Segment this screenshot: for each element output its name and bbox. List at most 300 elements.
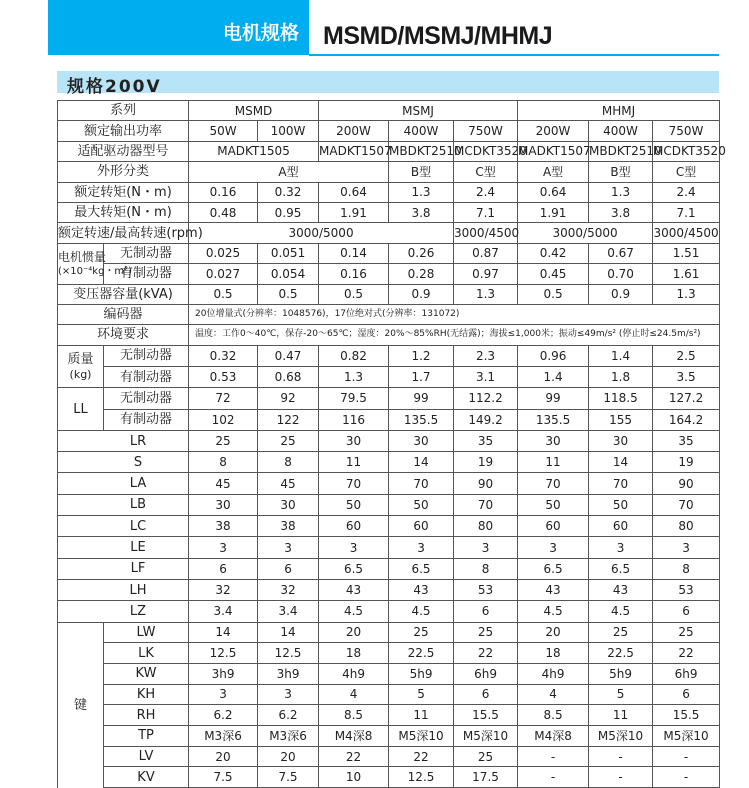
row-label: LE <box>58 537 189 558</box>
value-cell: 70 <box>589 473 653 494</box>
series-row <box>58 101 720 121</box>
value-cell: 3.4 <box>189 601 258 622</box>
value-cell: 0.16 <box>319 264 389 284</box>
row-label: 额定转矩(N・m) <box>58 182 189 202</box>
value-cell: 4h9 <box>518 663 589 684</box>
value-cell: 0.025 <box>189 243 258 263</box>
value-cell: 53 <box>653 579 720 600</box>
row-label: 编码器 <box>58 304 189 324</box>
sub-label: 无制动器 <box>104 388 189 409</box>
row-label: 环境要求 <box>58 325 189 345</box>
value-cell: 4.5 <box>389 601 454 622</box>
value-cell: 2.4 <box>653 182 720 202</box>
value-cell: 118.5 <box>589 388 653 409</box>
value-cell: 0.48 <box>189 202 258 222</box>
value-cell: 0.32 <box>258 182 319 202</box>
value-cell: 45 <box>189 473 258 494</box>
value-cell: 4 <box>319 684 389 705</box>
sub-label: 有制动器 <box>104 409 189 430</box>
value-cell: 200W <box>518 121 589 141</box>
value-cell: 0.67 <box>589 243 653 263</box>
sub-label: 有制动器 <box>104 264 189 284</box>
section-label: 电机规格 <box>222 22 299 44</box>
value-cell: M5深10 <box>389 725 454 746</box>
value-cell: 3 <box>653 537 720 558</box>
value-cell: 14 <box>189 622 258 643</box>
value-cell: 3 <box>189 684 258 705</box>
value-cell: 70 <box>518 473 589 494</box>
value-cell: 3h9 <box>189 663 258 684</box>
value-cell: 25 <box>454 746 518 767</box>
value-cell: 80 <box>653 516 720 537</box>
value-cell: 4h9 <box>319 663 389 684</box>
dimension-row <box>58 579 720 600</box>
value-cell: 135.5 <box>518 409 589 430</box>
value-cell: 750W <box>454 121 518 141</box>
value-cell: 0.9 <box>389 284 454 304</box>
value-cell: MADKT1507 <box>319 141 389 161</box>
value-cell: 43 <box>589 579 653 600</box>
inertia-row <box>58 264 720 284</box>
value-cell: 1.4 <box>589 345 653 366</box>
value-cell: - <box>653 746 720 767</box>
value-cell: 18 <box>518 643 589 664</box>
value-cell: - <box>518 767 589 788</box>
value-cell: 6.5 <box>518 558 589 579</box>
value-cell: 19 <box>653 452 720 473</box>
value-cell: 60 <box>389 516 454 537</box>
section-header-block <box>48 0 309 55</box>
mass-row <box>58 345 720 366</box>
value-cell: 11 <box>518 452 589 473</box>
key-row <box>58 684 720 705</box>
value-cell: 50 <box>518 494 589 515</box>
value-cell: 0.96 <box>518 345 589 366</box>
value-cell: MADKT1507 <box>518 141 589 161</box>
value-cell: A型 <box>189 162 389 182</box>
row-label <box>58 243 133 284</box>
value-cell: 3000/4500 <box>653 223 720 243</box>
value-cell: M5深10 <box>589 725 653 746</box>
value-cell: 4.5 <box>518 601 589 622</box>
series-header: MHMJ <box>518 101 720 121</box>
value-cell: 3 <box>454 537 518 558</box>
value-cell: 122 <box>258 409 319 430</box>
value-cell: 1.4 <box>518 366 589 387</box>
value-cell: 30 <box>589 430 653 451</box>
value-cell: 5h9 <box>589 663 653 684</box>
value-cell: 1.3 <box>589 182 653 202</box>
row-label: LH <box>58 579 189 600</box>
value-cell: 3.8 <box>389 202 454 222</box>
row-label: 外形分类 <box>58 162 189 182</box>
dimension-row <box>58 601 720 622</box>
value-cell: 43 <box>389 579 454 600</box>
value-cell: 38 <box>189 516 258 537</box>
row-label: S <box>58 452 189 473</box>
value-cell: 22.5 <box>589 643 653 664</box>
spec-table <box>57 100 726 788</box>
value-cell: 750W <box>653 121 720 141</box>
sub-label: KW <box>104 663 189 684</box>
mass-row <box>58 366 720 387</box>
value-cell: 3000/4500 <box>454 223 518 243</box>
value-cell: 8.5 <box>518 705 589 726</box>
value-cell: 100W <box>258 121 319 141</box>
row-label: 系列 <box>58 101 189 121</box>
environment-row <box>58 325 720 345</box>
value-cell: 127.2 <box>653 388 720 409</box>
value-cell: 155 <box>589 409 653 430</box>
value-cell: 3 <box>389 537 454 558</box>
value-cell: 3.1 <box>454 366 518 387</box>
value-cell: 8.5 <box>319 705 389 726</box>
value-cell: MBDKT2510 <box>589 141 653 161</box>
driver-row <box>58 141 720 161</box>
row-label: LR <box>58 430 189 451</box>
value-cell: 8 <box>653 558 720 579</box>
value-cell: 20 <box>518 622 589 643</box>
value-cell: 1.51 <box>653 243 720 263</box>
value-cell: 6.5 <box>389 558 454 579</box>
key-row <box>58 643 720 664</box>
value-cell: 0.53 <box>189 366 258 387</box>
value-cell: 400W <box>389 121 454 141</box>
value-cell: 7.5 <box>258 767 319 788</box>
value-cell: 25 <box>589 622 653 643</box>
value-cell: 4 <box>518 684 589 705</box>
value-cell: 0.42 <box>518 243 589 263</box>
value-cell: 200W <box>319 121 389 141</box>
value-cell: 0.5 <box>258 284 319 304</box>
value-cell: 22 <box>319 746 389 767</box>
value-cell: 0.87 <box>454 243 518 263</box>
value-cell: 1.2 <box>389 345 454 366</box>
key-row <box>58 663 720 684</box>
row-label: 适配驱动器型号 <box>58 141 189 161</box>
value-cell: 35 <box>653 430 720 451</box>
value-cell: 79.5 <box>319 388 389 409</box>
value-cell: 19 <box>454 452 518 473</box>
mass-label: 质量 <box>67 351 94 367</box>
dimension-row <box>58 558 720 579</box>
value-cell: 0.47 <box>258 345 319 366</box>
value-cell: 14 <box>258 622 319 643</box>
value-cell: 5 <box>589 684 653 705</box>
value-cell: 6h9 <box>454 663 518 684</box>
value-cell: 3.4 <box>258 601 319 622</box>
value-cell: 0.28 <box>389 264 454 284</box>
speed-row <box>58 223 720 243</box>
value-cell: M5深10 <box>454 725 518 746</box>
value-cell: 3 <box>258 537 319 558</box>
series-header: MSMD <box>189 101 319 121</box>
value-cell: MADKT1505 <box>189 141 319 161</box>
sub-label: KH <box>104 684 189 705</box>
value-cell: 1.91 <box>518 202 589 222</box>
value-cell: 25 <box>454 622 518 643</box>
value-cell: - <box>653 767 720 788</box>
value-cell: 2.5 <box>653 345 720 366</box>
value-cell: - <box>518 746 589 767</box>
value-cell: 72 <box>189 388 258 409</box>
value-cell: 14 <box>389 452 454 473</box>
dimension-row <box>58 430 720 451</box>
value-cell: 12.5 <box>189 643 258 664</box>
value-cell: 0.14 <box>319 243 389 263</box>
value-cell: 18 <box>319 643 389 664</box>
value-cell: 30 <box>319 430 389 451</box>
inertia-label: 电机惯量 <box>58 249 107 264</box>
header-divider <box>309 54 719 56</box>
value-cell: 30 <box>258 494 319 515</box>
ll-row <box>58 388 720 409</box>
value-cell: 38 <box>258 516 319 537</box>
power-row <box>58 121 720 141</box>
row-label <box>58 388 104 431</box>
shape-row <box>58 162 720 182</box>
value-cell: B型 <box>589 162 653 182</box>
dimension-row <box>58 537 720 558</box>
value-cell: 25 <box>189 430 258 451</box>
value-cell: M5深10 <box>653 725 720 746</box>
dimension-row <box>58 452 720 473</box>
subsection-bar <box>57 71 719 97</box>
value-cell: 8 <box>258 452 319 473</box>
value-cell: 90 <box>454 473 518 494</box>
value-cell: 0.68 <box>258 366 319 387</box>
value-cell: M3深6 <box>258 725 319 746</box>
encoder-value: 20位增量式(分辨率：1048576)，17位绝对式(分辨率：131072) <box>189 304 720 324</box>
value-cell: 0.45 <box>518 264 589 284</box>
value-cell: 6.5 <box>589 558 653 579</box>
value-cell: 20 <box>189 746 258 767</box>
value-cell: 6 <box>189 558 258 579</box>
value-cell: 43 <box>518 579 589 600</box>
value-cell: 60 <box>589 516 653 537</box>
value-cell: MCDKT3520 <box>653 141 720 161</box>
value-cell: 25 <box>389 622 454 643</box>
value-cell: 25 <box>653 622 720 643</box>
value-cell: 6 <box>653 601 720 622</box>
value-cell: 2.4 <box>454 182 518 202</box>
value-cell: 3000/5000 <box>518 223 653 243</box>
value-cell: 3.5 <box>653 366 720 387</box>
row-label <box>58 345 104 388</box>
value-cell: 6 <box>454 601 518 622</box>
value-cell: 3h9 <box>258 663 319 684</box>
value-cell: 135.5 <box>389 409 454 430</box>
row-label: LA <box>58 473 189 494</box>
value-cell: 6.2 <box>189 705 258 726</box>
ll-label: LL <box>73 401 88 417</box>
value-cell: 164.2 <box>653 409 720 430</box>
value-cell: 15.5 <box>653 705 720 726</box>
sub-label: LW <box>104 622 189 643</box>
series-header: MSMJ <box>319 101 518 121</box>
value-cell: 30 <box>389 430 454 451</box>
dimension-row <box>58 516 720 537</box>
sub-label: 无制动器 <box>104 345 189 366</box>
page-title: MSMD/MSMJ/MHMJ <box>323 22 553 50</box>
value-cell: 1.7 <box>389 366 454 387</box>
value-cell: 12.5 <box>389 767 454 788</box>
sub-label: RH <box>104 705 189 726</box>
value-cell: 0.5 <box>319 284 389 304</box>
value-cell: 22.5 <box>389 643 454 664</box>
sub-label: LV <box>104 746 189 767</box>
value-cell: 50 <box>389 494 454 515</box>
value-cell: 116 <box>319 409 389 430</box>
value-cell: 50 <box>589 494 653 515</box>
value-cell: 90 <box>653 473 720 494</box>
inertia-row <box>58 243 720 263</box>
value-cell: 0.82 <box>319 345 389 366</box>
row-label: LC <box>58 516 189 537</box>
value-cell: 3 <box>258 684 319 705</box>
value-cell: 6.2 <box>258 705 319 726</box>
environment-value: 温度：工作0～40℃，保存-20～65℃；湿度：20%～85%RH(无结露)；海拔≤1,000米；振动≤49m/s² (停止时≤24.5m/s²) <box>189 325 720 345</box>
value-cell: M3深6 <box>189 725 258 746</box>
value-cell: 6 <box>454 684 518 705</box>
value-cell: 17.5 <box>454 767 518 788</box>
value-cell: 0.70 <box>589 264 653 284</box>
value-cell: 0.64 <box>319 182 389 202</box>
row-label: 额定输出功率 <box>58 121 189 141</box>
value-cell: 1.61 <box>653 264 720 284</box>
value-cell: 99 <box>518 388 589 409</box>
key-row <box>58 725 720 746</box>
value-cell: 4.5 <box>589 601 653 622</box>
key-label: 键 <box>58 622 104 788</box>
value-cell: MCDKT3520 <box>454 141 518 161</box>
encoder-row <box>58 304 720 324</box>
ll-row <box>58 409 720 430</box>
value-cell: 3.8 <box>589 202 653 222</box>
value-cell: 6h9 <box>653 663 720 684</box>
value-cell: 1.3 <box>653 284 720 304</box>
value-cell: 4.5 <box>319 601 389 622</box>
value-cell: 99 <box>389 388 454 409</box>
value-cell: 1.3 <box>319 366 389 387</box>
value-cell: 53 <box>454 579 518 600</box>
value-cell: 70 <box>319 473 389 494</box>
value-cell: M4深8 <box>518 725 589 746</box>
row-label: LZ <box>58 601 189 622</box>
sub-label: 有制动器 <box>104 366 189 387</box>
value-cell: 50 <box>319 494 389 515</box>
value-cell: 0.9 <box>589 284 653 304</box>
row-label: LB <box>58 494 189 515</box>
value-cell: 149.2 <box>454 409 518 430</box>
value-cell: 32 <box>189 579 258 600</box>
value-cell: 6.5 <box>319 558 389 579</box>
dimension-row <box>58 494 720 515</box>
key-row <box>58 767 720 788</box>
value-cell: 25 <box>258 430 319 451</box>
value-cell: 6 <box>258 558 319 579</box>
value-cell: 35 <box>454 430 518 451</box>
value-cell: 12.5 <box>258 643 319 664</box>
value-cell: 1.3 <box>454 284 518 304</box>
value-cell: 0.32 <box>189 345 258 366</box>
value-cell: 70 <box>653 494 720 515</box>
value-cell: 22 <box>389 746 454 767</box>
sub-label: TP <box>104 725 189 746</box>
value-cell: A型 <box>518 162 589 182</box>
value-cell: 102 <box>189 409 258 430</box>
value-cell: B型 <box>389 162 454 182</box>
rated-torque-row <box>58 182 720 202</box>
value-cell: 0.26 <box>389 243 454 263</box>
value-cell: 11 <box>389 705 454 726</box>
value-cell: 20 <box>258 746 319 767</box>
value-cell: 0.027 <box>189 264 258 284</box>
value-cell: 2.3 <box>454 345 518 366</box>
row-label: 额定转速/最高转速(rpm) <box>58 223 189 243</box>
value-cell: 8 <box>189 452 258 473</box>
value-cell: - <box>589 746 653 767</box>
value-cell: 20 <box>319 622 389 643</box>
value-cell: 0.054 <box>258 264 319 284</box>
subsection-title: 规格200V <box>67 77 162 97</box>
max-torque-row <box>58 202 720 222</box>
value-cell: 70 <box>389 473 454 494</box>
value-cell: 11 <box>319 452 389 473</box>
value-cell: 0.95 <box>258 202 319 222</box>
value-cell: 0.051 <box>258 243 319 263</box>
value-cell: 6 <box>653 684 720 705</box>
value-cell: 112.2 <box>454 388 518 409</box>
value-cell: 3 <box>589 537 653 558</box>
value-cell: 22 <box>454 643 518 664</box>
value-cell: 8 <box>454 558 518 579</box>
inertia-unit: (×10⁻⁴kg・m²) <box>58 265 133 277</box>
sub-label: KV <box>104 767 189 788</box>
value-cell: M4深8 <box>319 725 389 746</box>
value-cell: 70 <box>454 494 518 515</box>
row-label: 最大转矩(N・m) <box>58 202 189 222</box>
value-cell: 30 <box>189 494 258 515</box>
value-cell: 15.5 <box>454 705 518 726</box>
value-cell: 0.64 <box>518 182 589 202</box>
value-cell: 10 <box>319 767 389 788</box>
value-cell: 60 <box>518 516 589 537</box>
value-cell: MBDKT2510 <box>389 141 454 161</box>
value-cell: 7.1 <box>454 202 518 222</box>
value-cell: 3 <box>189 537 258 558</box>
value-cell: 0.5 <box>189 284 258 304</box>
value-cell: C型 <box>454 162 518 182</box>
dimension-row <box>58 473 720 494</box>
value-cell: 7.1 <box>653 202 720 222</box>
value-cell: 14 <box>589 452 653 473</box>
value-cell: 5 <box>389 684 454 705</box>
row-label: 变压器容量(kVA) <box>58 284 189 304</box>
value-cell: 32 <box>258 579 319 600</box>
value-cell: 3 <box>518 537 589 558</box>
value-cell: 43 <box>319 579 389 600</box>
mass-unit: (kg) <box>69 367 92 381</box>
value-cell: 92 <box>258 388 319 409</box>
value-cell: 1.3 <box>389 182 454 202</box>
value-cell: 60 <box>319 516 389 537</box>
value-cell: 5h9 <box>389 663 454 684</box>
sub-label: 无制动器 <box>104 243 189 263</box>
value-cell: C型 <box>653 162 720 182</box>
key-row <box>58 622 720 643</box>
value-cell: 0.97 <box>454 264 518 284</box>
